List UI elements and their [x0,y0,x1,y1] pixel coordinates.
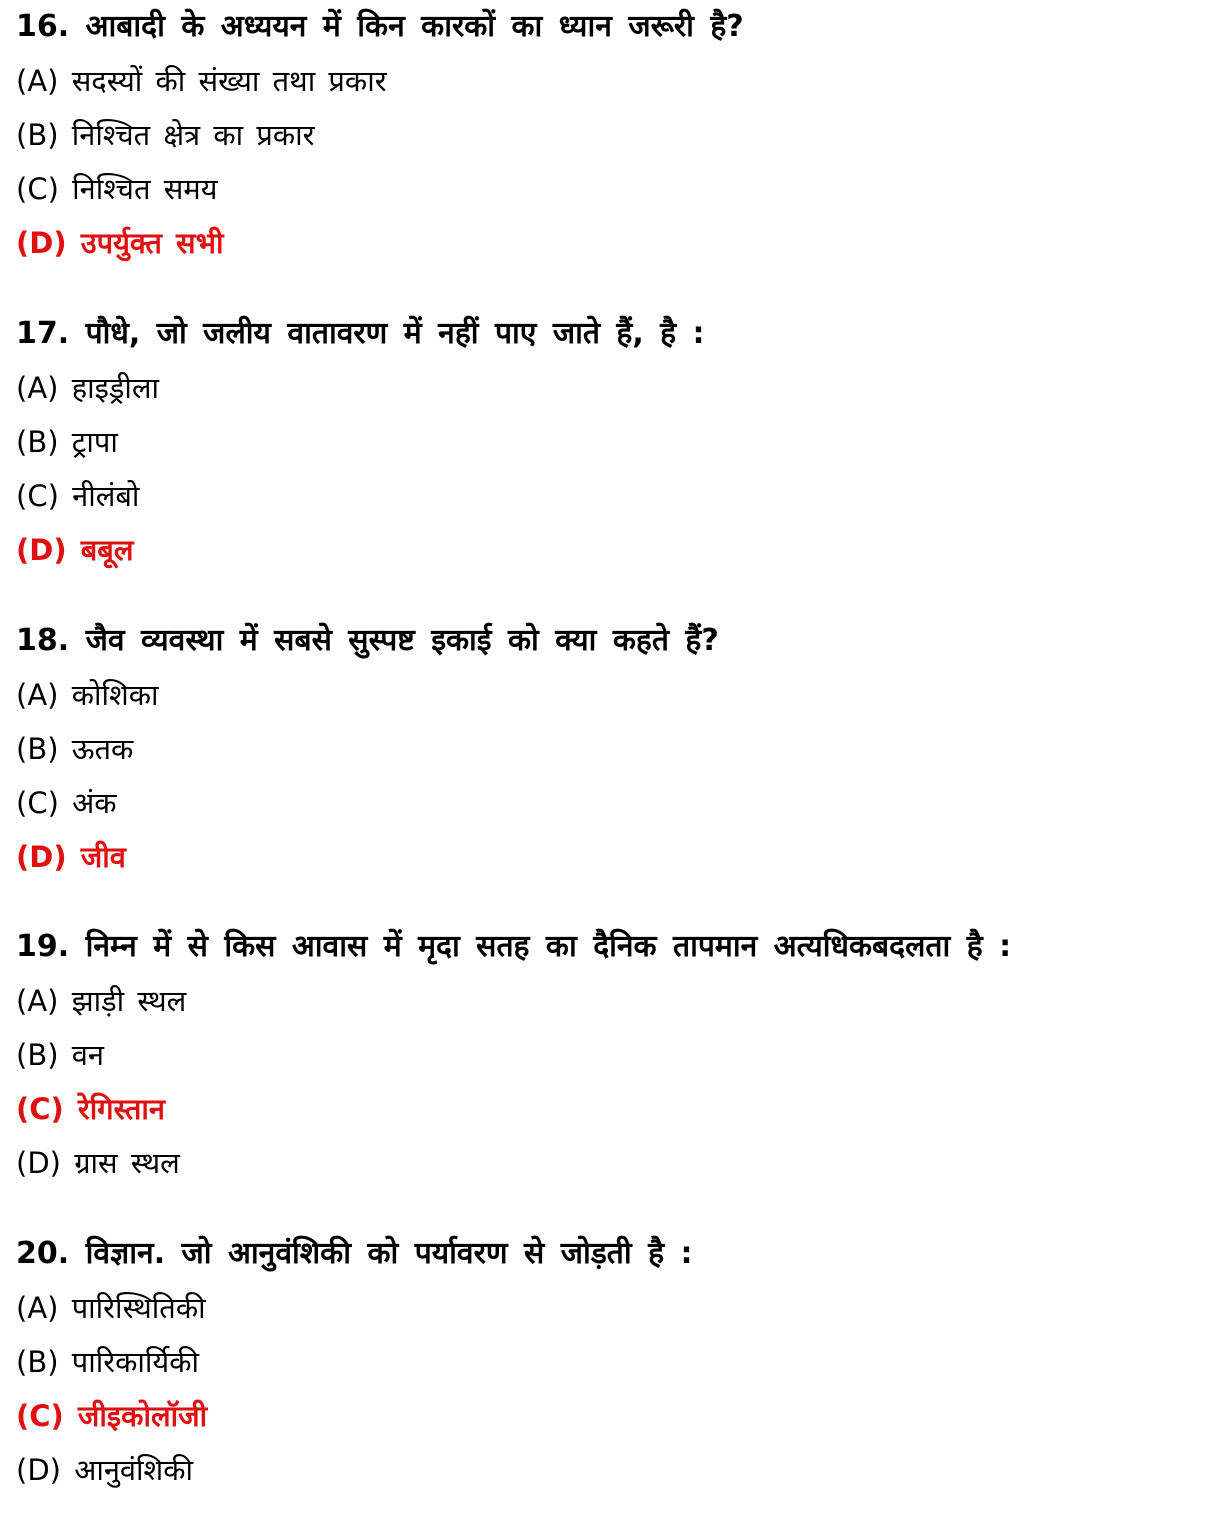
option-c-correct-answer [16,1389,1206,1443]
question-20-title [16,1227,1206,1281]
option-d [16,1443,1206,1497]
question-number: 18. [16,623,70,658]
question-number: 20. [16,1236,70,1271]
option-a [16,54,1206,108]
option-letter: (A) [16,64,59,98]
option-text: निश्चित क्षेत्र का प्रकार [71,118,315,152]
question-16 [16,0,1206,270]
option-c-correct-answer [16,1082,1206,1136]
option-b [16,415,1206,469]
option-letter: (D) [16,1146,61,1180]
option-letter: (C) [16,1399,64,1433]
option-letter: (D) [16,226,67,260]
option-letter: (B) [16,1038,59,1072]
option-letter: (A) [16,1291,59,1325]
option-text: बबूल [80,533,134,567]
option-letter: (D) [16,840,67,874]
question-text: जैव व्यवस्था में सबसे सुस्पष्ट इकाई को क्या कहते हैं? [85,623,719,658]
question-text: विज्ञान. जो आनुवंशिकी को पर्यावरण से जोड़ती है : [85,1236,693,1271]
question-18-title [16,614,1206,668]
option-letter: (A) [16,371,59,405]
option-letter: (C) [16,172,59,206]
option-letter: (B) [16,118,59,152]
option-letter: (D) [16,1453,61,1487]
question-number: 16. [16,9,70,44]
option-c [16,162,1206,216]
option-b [16,1028,1206,1082]
option-c [16,469,1206,523]
question-number: 17. [16,316,70,351]
option-c [16,776,1206,830]
question-20 [16,1227,1206,1497]
option-text: पारिकार्यिकी [71,1345,200,1379]
option-text: अंक [72,786,117,820]
question-18 [16,614,1206,884]
option-text: सदस्यों की संख्या तथा प्रकार [71,64,387,98]
option-text: ऊतक [71,732,134,766]
option-text: रेगिस्तान [77,1092,166,1126]
option-a [16,361,1206,415]
option-text: हाइड्रीला [71,371,160,405]
option-text: पारिस्थितिकी [71,1291,206,1325]
option-letter: (B) [16,425,59,459]
question-16-title [16,0,1206,54]
option-b [16,1335,1206,1389]
question-17 [16,307,1206,577]
question-text: आबादी के अध्ययन में किन कारकों का ध्यान जरूरी है? [85,9,744,44]
option-a [16,1281,1206,1335]
option-text: जीव [80,840,126,874]
option-text: उपर्युक्त सभी [80,226,224,260]
option-letter: (A) [16,678,59,712]
option-d-correct-answer [16,216,1206,270]
option-d-correct-answer [16,830,1206,884]
option-b [16,108,1206,162]
option-text: वन [71,1038,104,1072]
option-text: कोशिका [71,678,159,712]
option-text: झाड़ी स्थल [71,984,187,1018]
option-b [16,722,1206,776]
option-letter: (B) [16,1345,59,1379]
question-17-title [16,307,1206,361]
option-letter: (D) [16,533,67,567]
option-letter: (A) [16,984,59,1018]
question-text: पौधे, जो जलीय वातावरण में नहीं पाए जाते हैं, है : [85,316,705,351]
option-a [16,668,1206,722]
option-text: नीलंबो [72,479,140,513]
option-letter: (B) [16,732,59,766]
option-d [16,1136,1206,1190]
option-a [16,974,1206,1028]
option-letter: (C) [16,479,59,513]
question-number: 19. [16,929,70,964]
option-letter: (C) [16,786,59,820]
option-text: जीइकोलॉजी [77,1399,208,1433]
option-letter: (C) [16,1092,64,1126]
option-text: निश्चित समय [72,172,218,206]
question-19 [16,920,1206,1190]
option-text: आनुवंशिकी [74,1453,194,1487]
question-19-title [16,920,1206,974]
question-text: निम्न में से किस आवास में मृदा सतह का दैनिक तापमान अत्यधिकबदलता है : [85,929,1012,964]
option-text: ट्रापा [71,425,118,459]
option-d-correct-answer [16,523,1206,577]
option-text: ग्रास स्थल [74,1146,180,1180]
